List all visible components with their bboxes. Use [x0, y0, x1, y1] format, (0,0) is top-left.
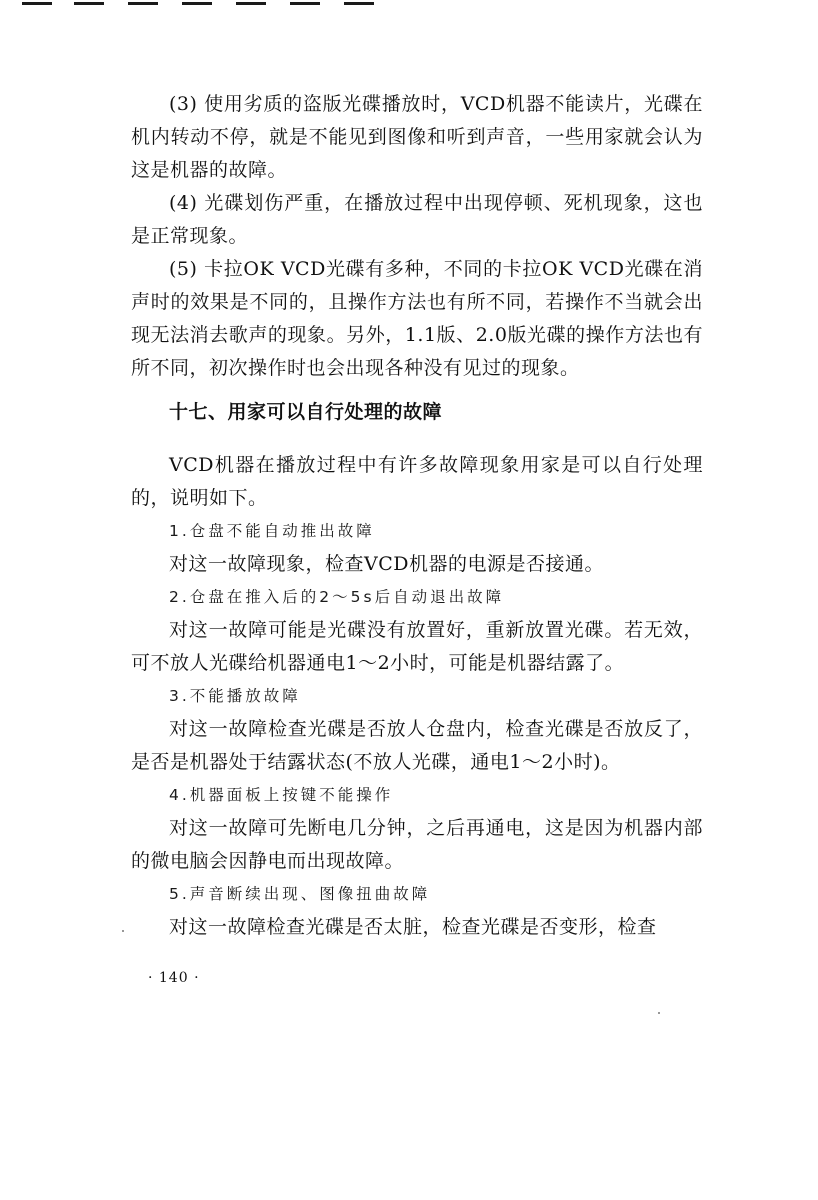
scan-speck	[122, 930, 124, 932]
fault-body-4: 对这一故障可先断电几分钟，之后再通电，这是因为机器内部的微电脑会因静电而出现故障。	[131, 817, 703, 872]
section-heading: 十七、用家可以自行处理的故障	[169, 401, 443, 423]
fault-body-5: 对这一故障检查光碟是否太脏，检查光碟是否变形，检查	[169, 916, 657, 938]
fault-title-1: 1.仓盘不能自动推出故障	[169, 522, 375, 540]
fault-title-3: 3.不能播放故障	[169, 687, 301, 705]
paragraph-item-5: (5) 卡拉OK VCD光碟有多种，不同的卡拉OK VCD光碟在消声时的效果是不同的，且操作方法也有所不同，若操作不当就会出现无法消去歌声的现象。另外，1.1版、2.0版光碟的操作方法也有所不同，初次操作时也会出现各种没有见过的现象。	[131, 258, 703, 379]
paragraph-item-4: (4) 光碟划伤严重，在播放过程中出现停顿、死机现象，这也是正常现象。	[131, 192, 703, 247]
fault-body-2: 对这一故障可能是光碟没有放置好，重新放置光碟。若无效，可不放人光碟给机器通电1～2小时，可能是机器结露了。	[131, 619, 703, 674]
fault-title-4: 4.机器面板上按键不能操作	[169, 786, 394, 804]
fault-body-1: 对这一故障现象，检查VCD机器的电源是否接通。	[169, 553, 604, 575]
fault-body-3: 对这一故障检查光碟是否放人仓盘内，检查光碟是否放反了，是否是机器处于结露状态(不放人光碟，通电1～2小时)。	[131, 718, 703, 773]
section-intro: VCD机器在播放过程中有许多故障现象用家是可以自行处理的，说明如下。	[131, 454, 703, 509]
page-number: · 140 ·	[148, 970, 200, 986]
page-body	[131, 88, 703, 944]
paragraph-item-3: (3) 使用劣质的盗版光碟播放时，VCD机器不能读片，光碟在机内转动不停，就是不能见到图像和听到声音，一些用家就会认为这是机器的故障。	[131, 93, 703, 181]
fault-title-2: 2.仓盘在推入后的2～5s后自动退出故障	[169, 588, 505, 606]
scan-speck	[658, 1012, 660, 1014]
top-dashed-rule	[22, 0, 378, 8]
fault-title-5: 5.声音断续出现、图像扭曲故障	[169, 885, 431, 903]
